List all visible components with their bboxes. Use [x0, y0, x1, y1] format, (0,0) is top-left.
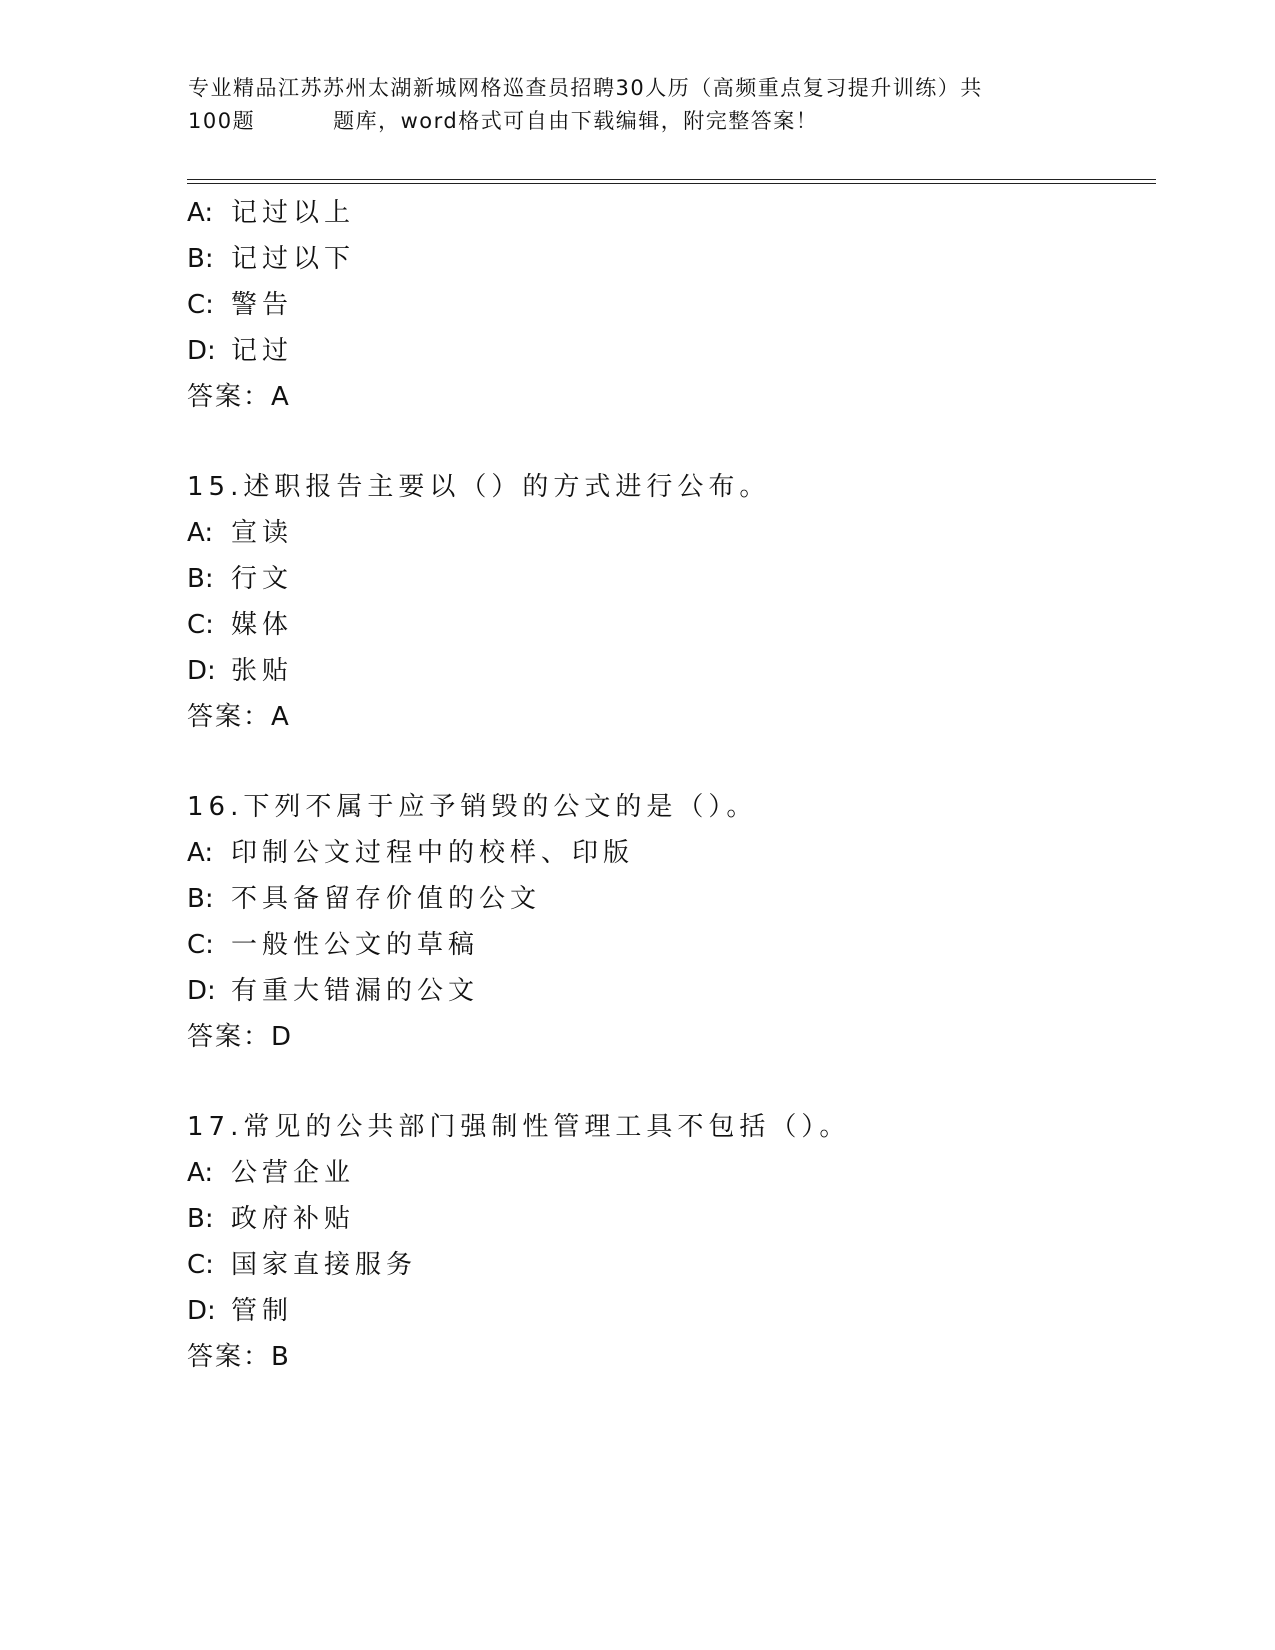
question-15: [187, 464, 1147, 740]
option-a: A: 宣读: [187, 518, 294, 548]
question-list: [187, 190, 1147, 1380]
option-b: B: 行文: [187, 564, 294, 594]
option-c: C: 警告: [187, 290, 294, 320]
answer: 答案：A: [187, 702, 291, 732]
option-d: D: 张贴: [187, 656, 294, 686]
document-header: [188, 72, 1088, 138]
option-c: C: 国家直接服务: [187, 1250, 418, 1280]
header-description: 题库，word格式可自由下载编辑，附完整答案！: [333, 109, 819, 133]
question-17: [187, 1104, 1147, 1380]
answer: 答案：D: [187, 1022, 294, 1052]
header-line-1: 专业精品江苏苏州太湖新城网格巡查员招聘30人历（高频重点复习提升训练）共: [188, 76, 983, 100]
option-d: D: 管制: [187, 1296, 294, 1326]
option-a: A: 公营企业: [187, 1158, 356, 1188]
option-b: B: 不具备留存价值的公文: [187, 884, 542, 914]
option-d: D: 有重大错漏的公文: [187, 976, 480, 1006]
question-stem: 17.常见的公共部门强制性管理工具不包括（）。: [187, 1112, 851, 1142]
option-a: A: 印制公文过程中的校样、印版: [187, 838, 635, 868]
option-c: C: 一般性公文的草稿: [187, 930, 480, 960]
question-stem: 16.下列不属于应予销毁的公文的是（）。: [187, 792, 758, 822]
question-stem: 15.述职报告主要以（）的方式进行公布。: [187, 472, 771, 502]
question-16: [187, 784, 1147, 1060]
option-d: D: 记过: [187, 336, 294, 366]
option-b: B: 记过以下: [187, 244, 356, 274]
question-14-tail: [187, 190, 1147, 420]
option-c: C: 媒体: [187, 610, 294, 640]
option-a: A: 记过以上: [187, 198, 356, 228]
header-line-2: [188, 105, 1088, 138]
header-question-count: 100题: [188, 109, 256, 133]
answer: 答案：A: [187, 382, 291, 412]
header-divider-top: [187, 179, 1156, 180]
option-b: B: 政府补贴: [187, 1204, 356, 1234]
answer: 答案：B: [187, 1342, 291, 1372]
header-divider-bottom: [187, 183, 1156, 184]
